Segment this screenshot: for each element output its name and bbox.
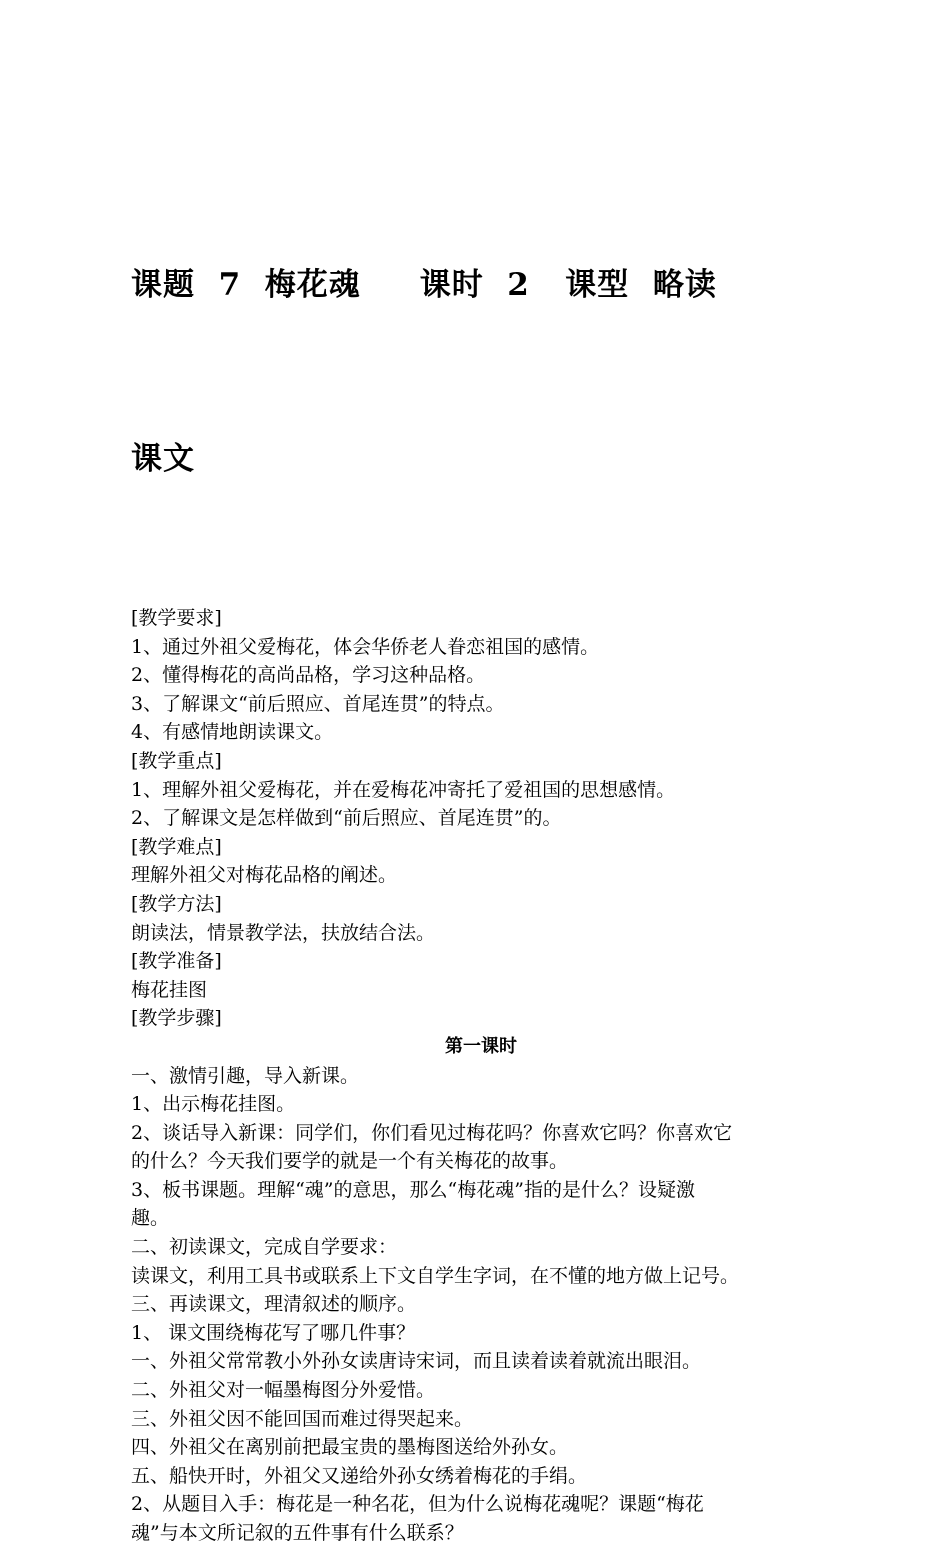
text-line: 读课文，利用工具书或联系上下文自学生字词，在不懂的地方做上记号。	[131, 1264, 740, 1287]
text-line: 魂”与本文所记叙的五件事有什么联系？	[131, 1522, 464, 1544]
section-label-methods: [教学方法]	[131, 892, 222, 915]
text-line: 2、从题目入手：梅花是一种名花，但为什么说梅花魂呢？课题“梅花	[131, 1493, 704, 1516]
title-line-1: 课题 7 梅花魂 课时 2 课型 略读	[131, 267, 717, 303]
document-title	[131, 140, 831, 604]
text-line: 1、理解外祖父爱梅花，并在爱梅花冲寄托了爱祖国的思想感情。	[131, 778, 676, 801]
section-label-difficulties: [教学难点]	[131, 835, 222, 858]
section-label-preparation: [教学准备]	[131, 950, 222, 973]
text-line: 2、谈话导入新课：同学们，你们看见过梅花吗？你喜欢它吗？你喜欢它	[131, 1121, 733, 1144]
text-line: 4、有感情地朗读课文。	[131, 721, 334, 744]
text-line: 五、船快开时，外祖父又递给外孙女绣着梅花的手绢。	[131, 1464, 588, 1487]
text-line: 二、外祖父对一幅墨梅图分外爱惜。	[131, 1379, 436, 1402]
text-line: 理解外祖父对梅花品格的阐述。	[131, 864, 398, 887]
document-page	[131, 140, 831, 1548]
text-line: 1、通过外祖父爱梅花，体会华侨老人眷恋祖国的感情。	[131, 635, 600, 658]
document-body	[131, 604, 831, 1548]
text-line: 三、外祖父因不能回国而难过得哭起来。	[131, 1407, 474, 1430]
text-line: 3、了解课文“前后照应、首尾连贯”的特点。	[131, 692, 505, 715]
text-line: 1、 课文围绕梅花写了哪几件事？	[131, 1321, 416, 1344]
text-line: 三、再读课文，理清叙述的顺序。	[131, 1293, 417, 1316]
text-line: 一、激情引趣，导入新课。	[131, 1064, 360, 1087]
text-line: 一、外祖父常常教小外孙女读唐诗宋词，而且读着读着就流出眼泪。	[131, 1350, 702, 1373]
title-line-2: 课文	[131, 441, 195, 477]
section-label-requirements: [教学要求]	[131, 607, 222, 629]
section-label-steps: [教学步骤]	[131, 1007, 222, 1030]
section-label-key-points: [教学重点]	[131, 749, 222, 772]
text-line: 2、了解课文是怎样做到“前后照应、首尾连贯”的。	[131, 807, 562, 830]
text-line: 3、板书课题。理解“魂”的意思，那么“梅花魂”指的是什么？设疑激	[131, 1178, 695, 1201]
text-line: 朗读法，情景教学法，扶放结合法。	[131, 921, 436, 944]
text-line: 2、懂得梅花的高尚品格，学习这种品格。	[131, 664, 486, 687]
text-line: 的什么？今天我们要学的就是一个有关梅花的故事。	[131, 1150, 569, 1173]
text-line: 梅花挂图	[131, 978, 208, 1001]
text-line: 四、外祖父在离别前把最宝贵的墨梅图送给外孙女。	[131, 1436, 569, 1459]
text-line: 二、初读课文，完成自学要求：	[131, 1236, 398, 1259]
text-line: 1、出示梅花挂图。	[131, 1093, 296, 1116]
text-line: 趣。	[131, 1207, 170, 1230]
section-heading: 第一课时	[445, 1035, 517, 1057]
